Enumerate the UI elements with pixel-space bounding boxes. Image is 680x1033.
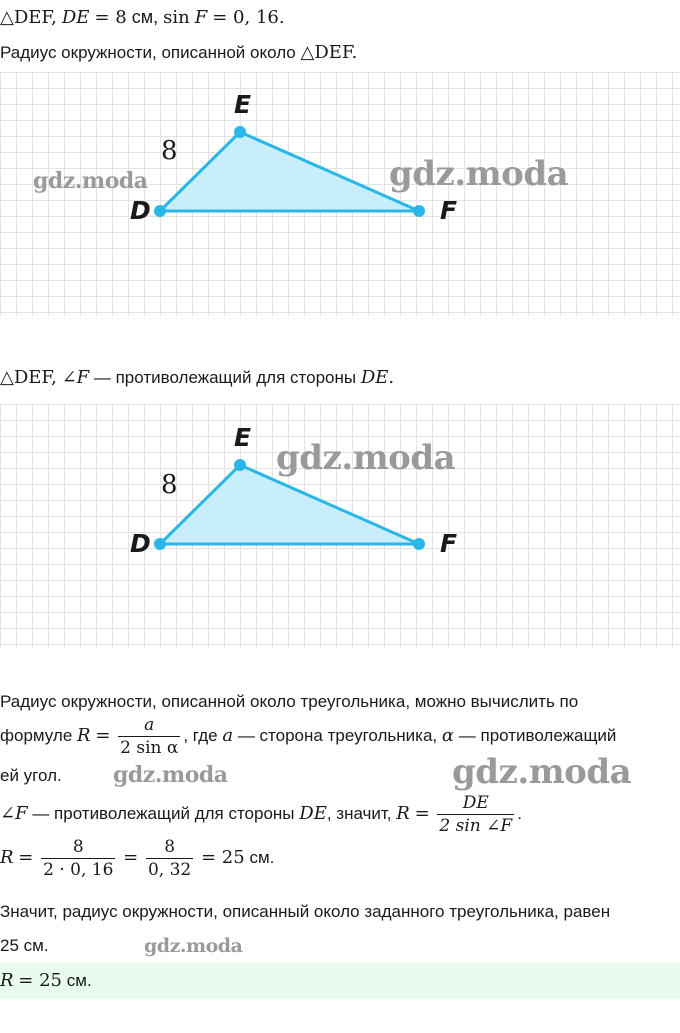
solution-line-1: Радиус окружности, описанной около треугольника, можно вычислить по — [0, 692, 579, 711]
watermark: gdz.moda — [452, 752, 632, 792]
note-triangle: △DEF, — [0, 367, 57, 388]
formula-denominator: 2 sin α — [120, 738, 179, 759]
note-text: — противолежащий для стороны — [93, 368, 357, 387]
solution-line-3: ей угол. — [0, 766, 62, 785]
formula-a: a — [222, 725, 234, 746]
question-line — [0, 41, 357, 65]
calc-eq-1: = — [18, 847, 34, 868]
calc-result: = 25 — [200, 847, 245, 868]
note-side-de: DE. — [360, 367, 395, 388]
calculation-line — [0, 834, 274, 882]
line4-side-de: DE — [299, 803, 327, 824]
line4-fraction — [437, 792, 514, 832]
figure-1 — [0, 72, 680, 316]
formula-intro: формуле — [0, 726, 73, 745]
vertex-f-label: F — [440, 529, 458, 558]
given-sin-value: = 0, 16. — [212, 7, 285, 28]
line4-therefore: , значит, — [326, 804, 392, 823]
calc-r: R — [0, 847, 14, 868]
line4-dot: . — [517, 804, 522, 823]
vertex-d-point — [154, 538, 166, 550]
given-angle-f: F — [194, 7, 208, 28]
angle-f: ∠F — [0, 803, 28, 824]
given-sin: sin — [163, 7, 190, 28]
calc-eq-2: = — [123, 847, 139, 868]
answer-r: R — [0, 970, 14, 991]
line4-eq: = — [414, 803, 430, 824]
answer-unit: см. — [66, 971, 92, 990]
calc-fraction-2 — [146, 836, 193, 881]
vertex-e-point — [234, 459, 246, 471]
side-de-length-label: 8 — [161, 136, 178, 166]
line4-numerator: DE — [462, 793, 489, 814]
vertex-e-label: E — [234, 423, 252, 452]
vertex-e-point — [234, 126, 246, 138]
note-angle-f: ∠F — [61, 367, 90, 388]
given-de-value: = 8 — [94, 7, 127, 28]
calc-unit: см. — [249, 848, 275, 867]
formula-eq: = — [95, 725, 111, 746]
given-triangle: △DEF, — [0, 7, 57, 28]
calc-denominator-2: 0, 32 — [147, 860, 192, 881]
formula-alpha-desc: — противолежащий — [458, 726, 617, 745]
watermark: gdz.moda — [113, 762, 228, 788]
formula-a-desc: — сторона треугольника, — [237, 726, 438, 745]
note-line — [0, 366, 394, 390]
given-line — [0, 5, 285, 30]
formula-fraction — [118, 714, 180, 759]
question-triangle: △DEF. — [300, 42, 358, 63]
answer-value: = 25 — [18, 970, 63, 991]
watermark: gdz.moda — [276, 438, 456, 478]
vertex-e-label: E — [234, 90, 252, 119]
answer-line — [0, 969, 92, 993]
given-side-de: DE — [61, 7, 90, 28]
conclusion-line-1: Значит, радиус окружности, описанный около заданного треугольника, равен — [0, 902, 611, 921]
triangle-def-figure-1 — [0, 72, 680, 316]
question-text: Радиус окружности, описанной около — [0, 43, 296, 62]
solution-line-4 — [0, 790, 522, 832]
given-unit: см, — [131, 7, 159, 27]
formula-r: R — [77, 725, 91, 746]
triangle-def-shape — [160, 132, 419, 211]
calc-numerator-1: 8 — [72, 837, 84, 858]
figure-2 — [0, 404, 680, 648]
watermark: gdz.moda — [33, 168, 148, 194]
answer-box — [0, 963, 680, 999]
line4-r: R — [396, 803, 410, 824]
calc-fraction-1 — [41, 836, 115, 881]
watermark: gdz.moda — [389, 154, 569, 194]
formula-alpha: α — [441, 725, 455, 746]
side-de-length-label: 8 — [161, 470, 178, 500]
conclusion-line-2: 25 см. — [0, 936, 49, 955]
formula-numerator: a — [144, 715, 155, 736]
line4-text: — противолежащий для стороны — [32, 804, 295, 823]
vertex-d-point — [154, 205, 166, 217]
vertex-f-point — [413, 538, 425, 550]
calc-denominator-1: 2 · 0, 16 — [43, 860, 114, 881]
vertex-f-label: F — [440, 196, 458, 225]
watermark: gdz.moda — [144, 935, 243, 957]
calc-numerator-2: 8 — [164, 837, 176, 858]
line4-denominator: 2 sin ∠F — [437, 814, 514, 832]
formula-where: , где — [183, 726, 218, 745]
vertex-d-label: D — [130, 196, 151, 225]
vertex-f-point — [413, 205, 425, 217]
vertex-d-label: D — [130, 529, 151, 558]
